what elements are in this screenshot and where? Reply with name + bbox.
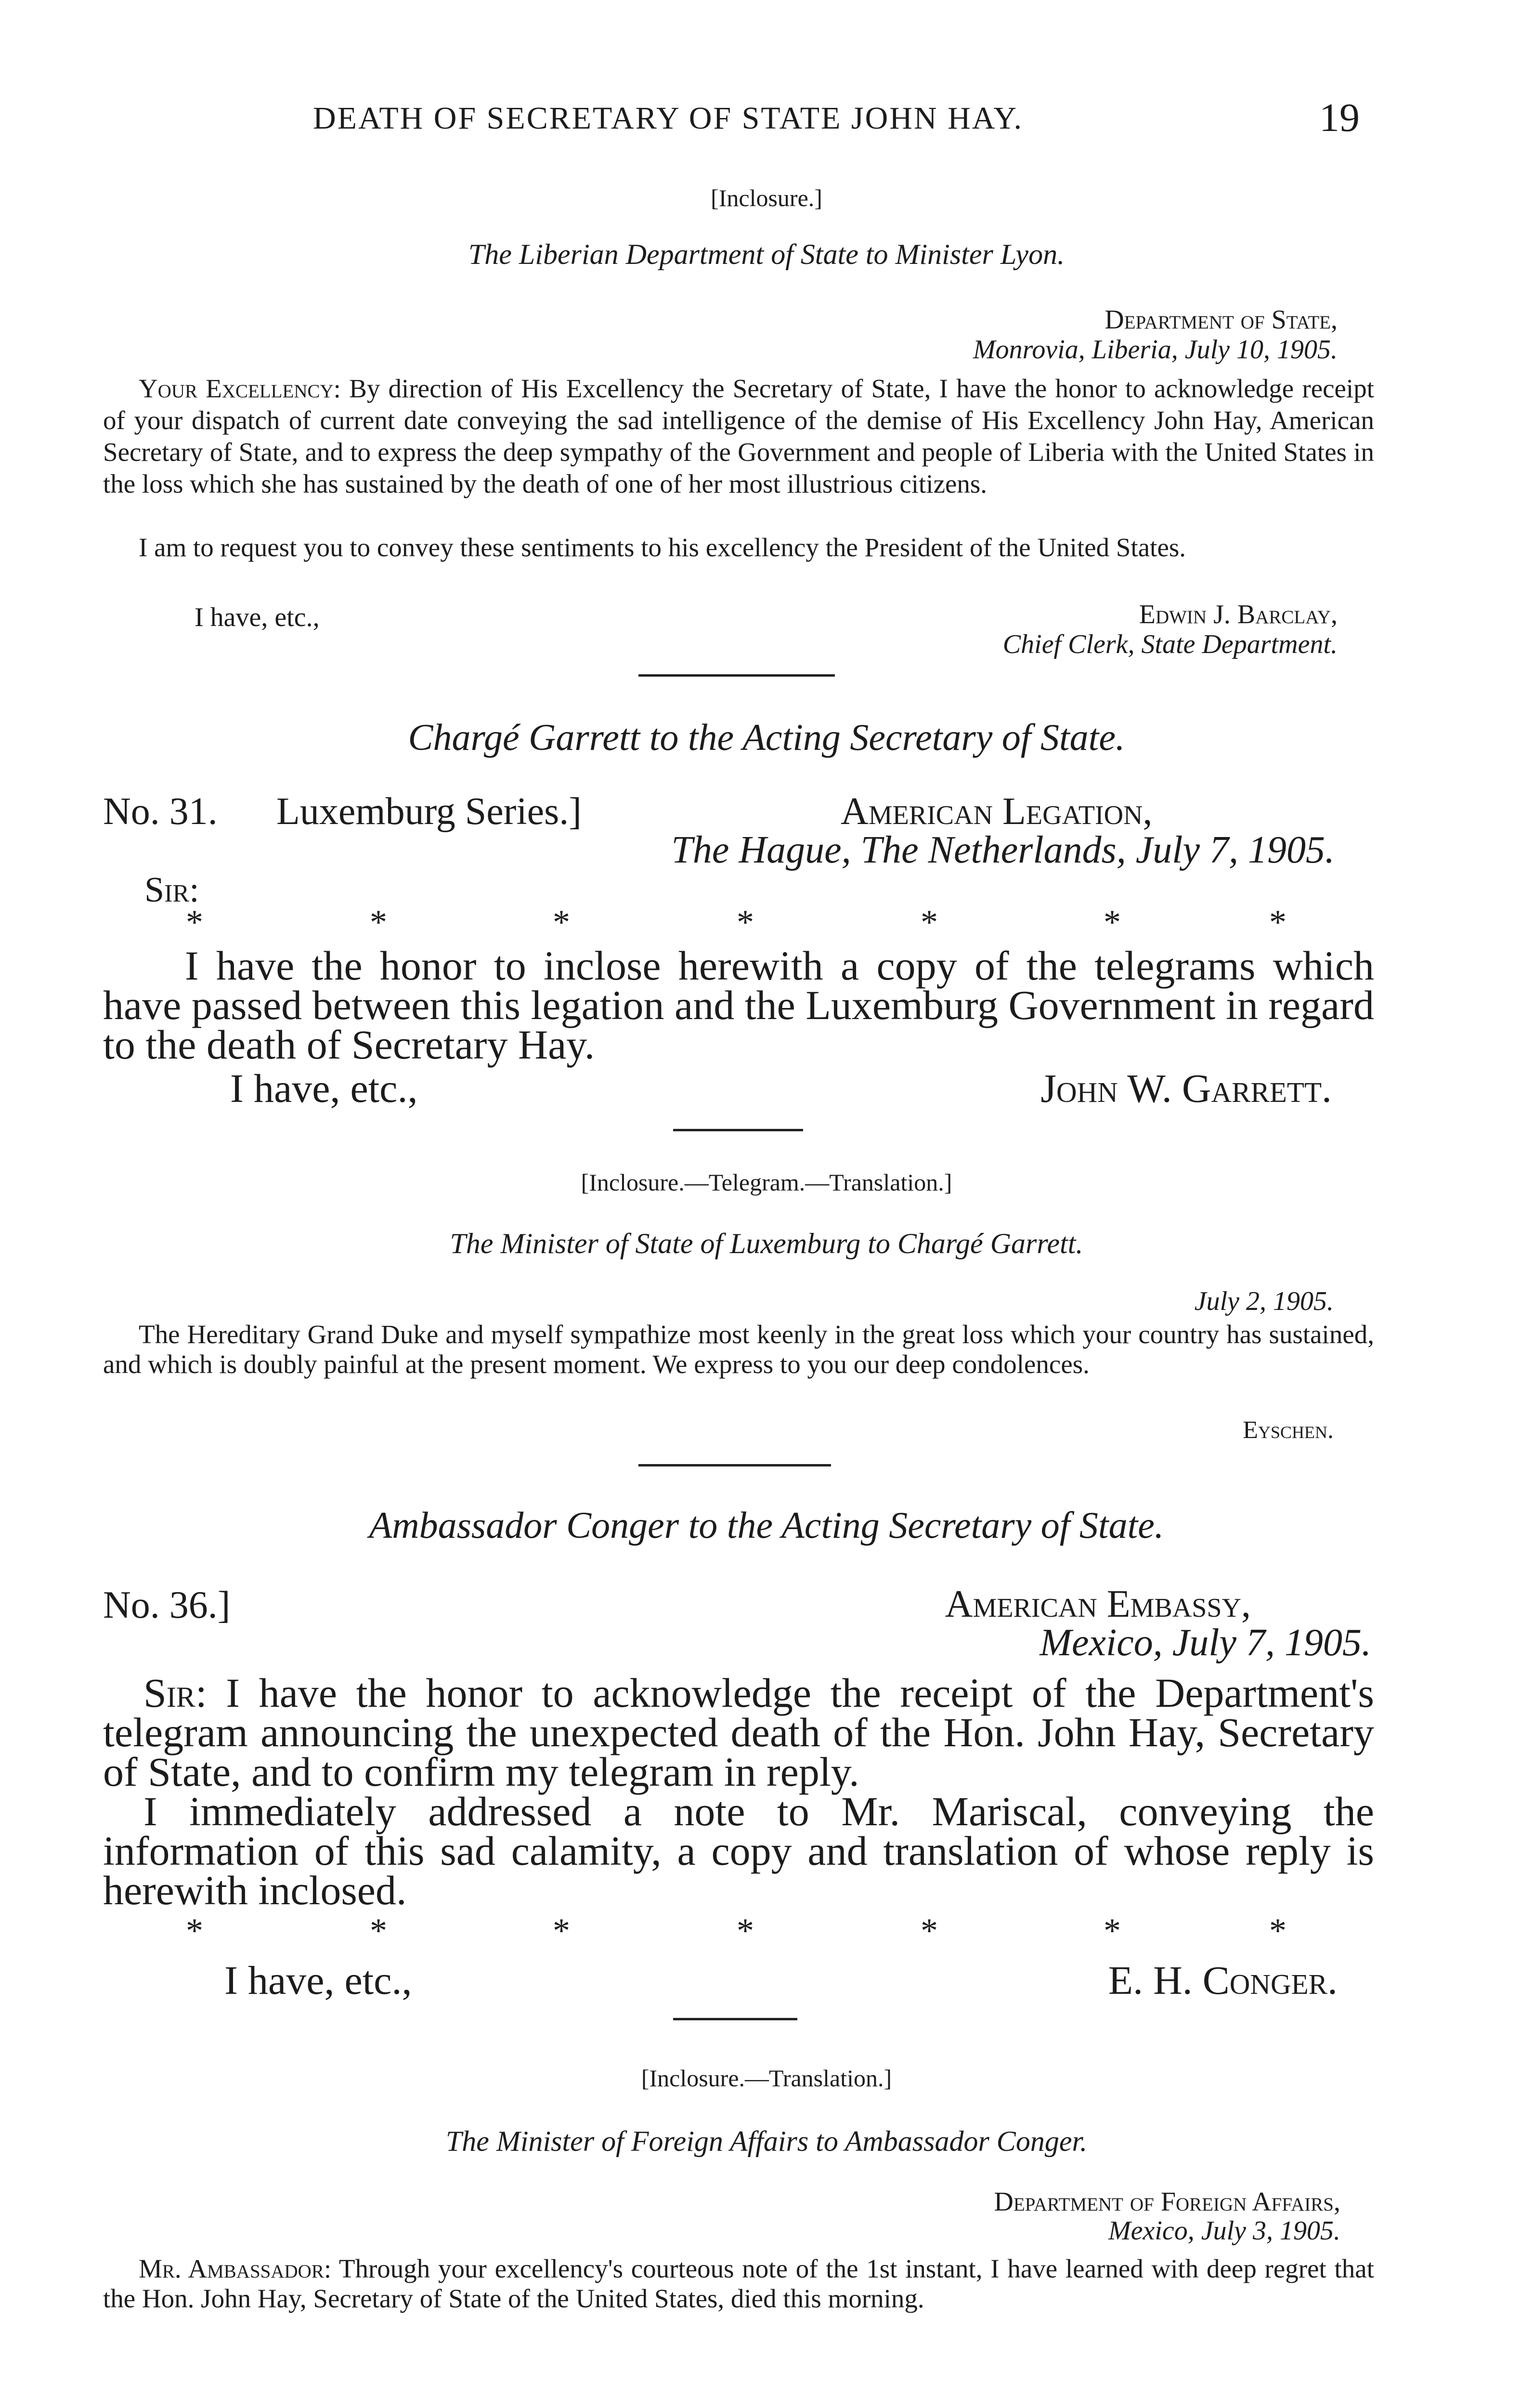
sender-office: American Embassy, [945, 1583, 1251, 1625]
section-heading: Ambassador Conger to the Acting Secretary of State. [369, 1504, 1164, 1546]
place-date: Monrovia, Liberia, July 10, 1905. [973, 335, 1338, 365]
divider [673, 1129, 803, 1131]
sender-office: Department of Foreign Affairs, [994, 2187, 1340, 2217]
closing: I have, etc., [195, 602, 320, 632]
closing: I have, etc., [230, 1066, 418, 1111]
star: * [737, 1911, 754, 1950]
salutation: Mr. Ambassador: [139, 2254, 332, 2283]
section-heading: The Liberian Department of State to Minister Lyon. [468, 238, 1065, 270]
paragraph-text: By direction of His Excellency the Secretary of State, I have the honor to acknowledge receipt of your dispatch of current date conveying the sad intelligence of the demise of His Excellency John Hay, American Secretary of State, and to express the deep sympathy of the Government and people of Liberia with the United States in the loss which she has sustained by the death of one of her most illustrious citizens. [103, 374, 1374, 498]
dispatch-number: No. 31. [103, 790, 218, 833]
star: * [921, 1911, 938, 1950]
dispatch-number: No. 36.] [103, 1584, 231, 1626]
page-number: 19 [1319, 95, 1360, 140]
signer-title: Chief Clerk, State Department. [1002, 629, 1338, 659]
star: * [1104, 903, 1121, 942]
salutation: Sir: [143, 1670, 207, 1716]
letter-paragraph: I have the honor to inclose herewith a copy of the telegrams which have passed between this legation and the Luxemburg Government in regard to the death of Secretary Hay. [103, 942, 1374, 1068]
salutation: Your Excellency: [139, 374, 341, 403]
inclosure-label: [Inclosure.—Telegram.—Translation.] [581, 1169, 952, 1196]
place-date: Mexico, July 3, 1905. [1108, 2216, 1340, 2246]
paragraph-text: Through your excellency's courteous note of the 1st instant, I have learned with deep regret that the Hon. John Hay, Secretary of State of the United States, died this morning. [103, 2254, 1375, 2313]
place-date: Mexico, July 7, 1905. [1039, 1622, 1371, 1664]
signer: John W. Garrett. [1040, 1066, 1332, 1111]
star: * [1104, 1911, 1121, 1950]
sender-office: Department of State, [1104, 305, 1338, 335]
inclosure-label: [Inclosure.—Translation.] [641, 2065, 892, 2092]
signer: Edwin J. Barclay, [1139, 600, 1338, 629]
paragraph-text: I have the honor to acknowledge the receipt of the Department's telegram announcing the unexpected death of the Hon. John Hay, Secretary of State, and to confirm my telegram in reply. [103, 1670, 1374, 1795]
letter-paragraph [103, 1670, 1374, 1795]
place-date: The Hague, The Netherlands, July 7, 1905. [671, 829, 1335, 871]
inclosure-label: [Inclosure.] [711, 184, 822, 211]
closing: I have, etc., [224, 1958, 412, 2003]
sender-office: American Legation, [841, 790, 1153, 833]
star: * [370, 903, 387, 942]
star: * [186, 903, 203, 942]
star: * [737, 903, 754, 942]
star: * [1269, 903, 1286, 942]
letter-paragraph: I immediately addressed a note to Mr. Mariscal, conveying the information of this sad calamity, a copy and translation of whose reply is herewith inclosed. [103, 1788, 1374, 1913]
sub-heading: The Minister of Foreign Affairs to Ambassador Conger. [445, 2125, 1088, 2157]
divider [673, 2018, 797, 2020]
telegram-date: July 2, 1905. [1194, 1286, 1334, 1316]
star: * [553, 903, 570, 942]
salutation: Sir: [144, 870, 199, 910]
letter-paragraph [103, 532, 1374, 563]
sub-heading: The Minister of State of Luxemburg to Chargé Garrett. [450, 1228, 1083, 1259]
letter-paragraph [103, 2254, 1374, 2314]
divider [638, 674, 835, 677]
star: * [921, 903, 938, 942]
star: * [186, 1911, 203, 1950]
series-label: Luxemburg Series.] [276, 790, 582, 833]
star: * [553, 1911, 570, 1950]
letter-paragraph [103, 373, 1374, 500]
telegram-signer: Eyschen. [1243, 1416, 1334, 1444]
divider [638, 1464, 831, 1466]
running-title: DEATH OF SECRETARY OF STATE JOHN HAY. [313, 101, 1024, 136]
star: * [1269, 1911, 1286, 1950]
telegram-text: The Hereditary Grand Duke and myself sympathize most keenly in the great loss which your country has sustained, and which is doubly painful at the present moment. We express to you our deep condolences. [103, 1320, 1374, 1379]
section-heading: Chargé Garrett to the Acting Secretary of State. [408, 716, 1125, 758]
paragraph-text: I am to request you to convey these sentiments to his excellency the President of the United States. [139, 533, 1186, 562]
signer: E. H. Conger. [1108, 1958, 1338, 2003]
star: * [370, 1911, 387, 1950]
